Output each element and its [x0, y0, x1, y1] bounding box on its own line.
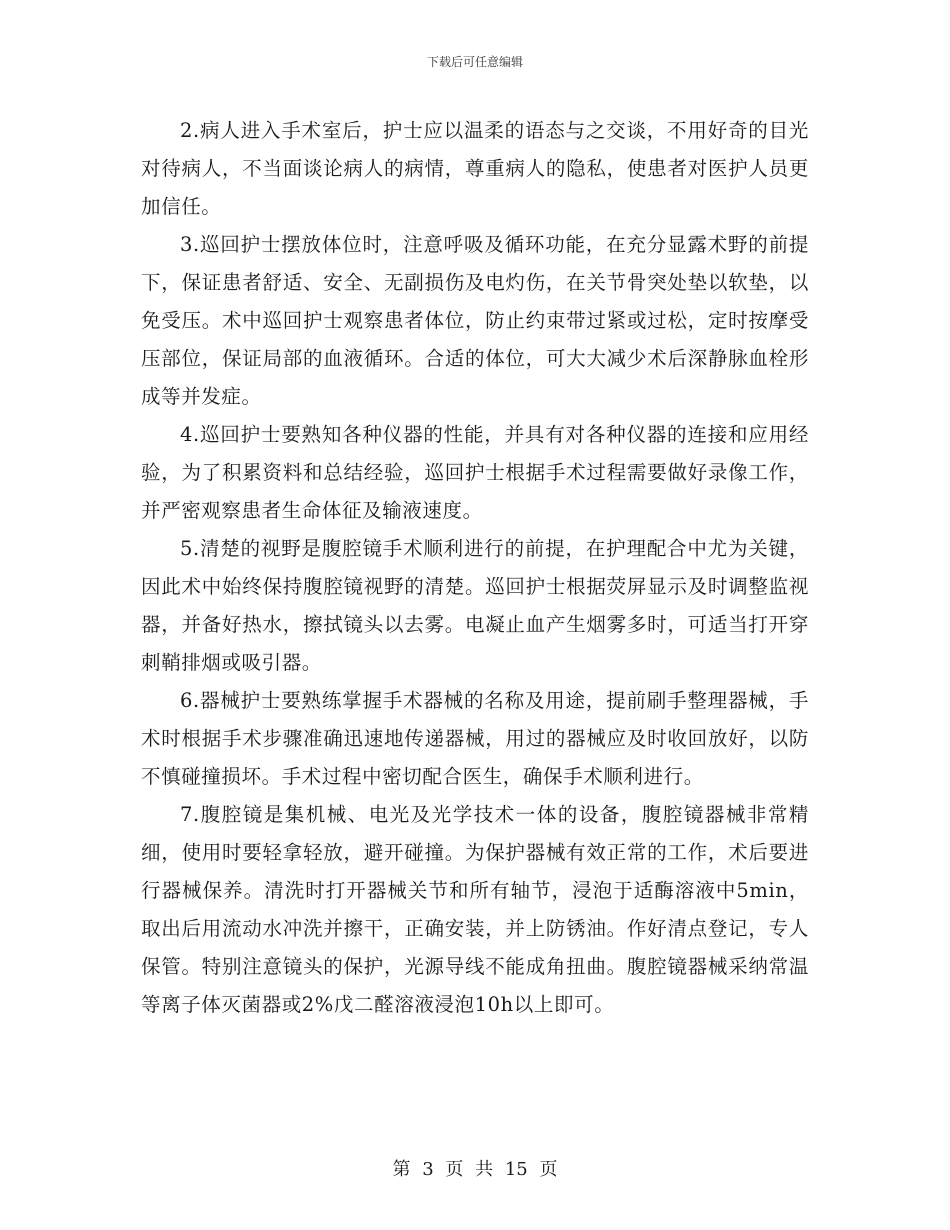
page-number-footer: 第 3 页 共 15 页 [392, 1159, 558, 1180]
page-header: 下载后可任意编辑 [426, 55, 523, 69]
paragraph-6: 6.器械护士要熟练掌握手术器械的名称及用途，提前刷手整理器械，手术时根据手术步骤准确迅速地传递器械，用过的器械应及时收回放好，以防不慎碰撞损坏。手术过程中密切配合医生，确保手术顺利进行。 [141, 689, 809, 788]
paragraph-3: 3.巡回护士摆放体位时，注意呼吸及循环功能，在充分显露术野的前提下，保证患者舒适、安全、无副损伤及电灼伤，在关节骨突处垫以软垫，以免受压。术中巡回护士观察患者体位，防止约束带过紧或过松，定时按摩受压部位，保证局部的血液循环。合适的体位，可大大减少术后深静脉血栓形成等并发症。 [141, 233, 809, 408]
document-body [141, 112, 809, 1024]
paragraph-2: 2.病人进入手术室后，护士应以温柔的语态与之交谈，不用好奇的目光对待病人，不当面谈论病人的病情，尊重病人的隐私，使患者对医护人员更加信任。 [141, 119, 809, 218]
paragraph-4: 4.巡回护士要熟知各种仪器的性能，并具有对各种仪器的连接和应用经验，为了积累资料和总结经验，巡回护士根据手术过程需要做好录像工作，并严密观察患者生命体征及输液速度。 [141, 423, 809, 522]
paragraph-7: 7.腹腔镜是集机械、电光及光学技术一体的设备，腹腔镜器械非常精细，使用时要轻拿轻放，避开碰撞。为保护器械有效正常的工作，术后要进行器械保养。清洗时打开器械关节和所有轴节，浸泡于适酶溶液中5min，取出后用流动水冲洗并擦干，正确安装，并上防锈油。作好清点登记，专人保管。特别注意镜头的保护，光源导线不能成角扭曲。腹腔镜器械采纳常温等离子体灭菌器或2%戊二醛溶液浸泡10h以上即可。 [141, 803, 809, 1016]
paragraph-5: 5.清楚的视野是腹腔镜手术顺利进行的前提，在护理配合中尤为关键，因此术中始终保持腹腔镜视野的清楚。巡回护士根据荧屏显示及时调整监视器，并备好热水，擦拭镜头以去雾。电凝止血产生烟雾多时，可适当打开穿刺鞘排烟或吸引器。 [141, 537, 809, 674]
